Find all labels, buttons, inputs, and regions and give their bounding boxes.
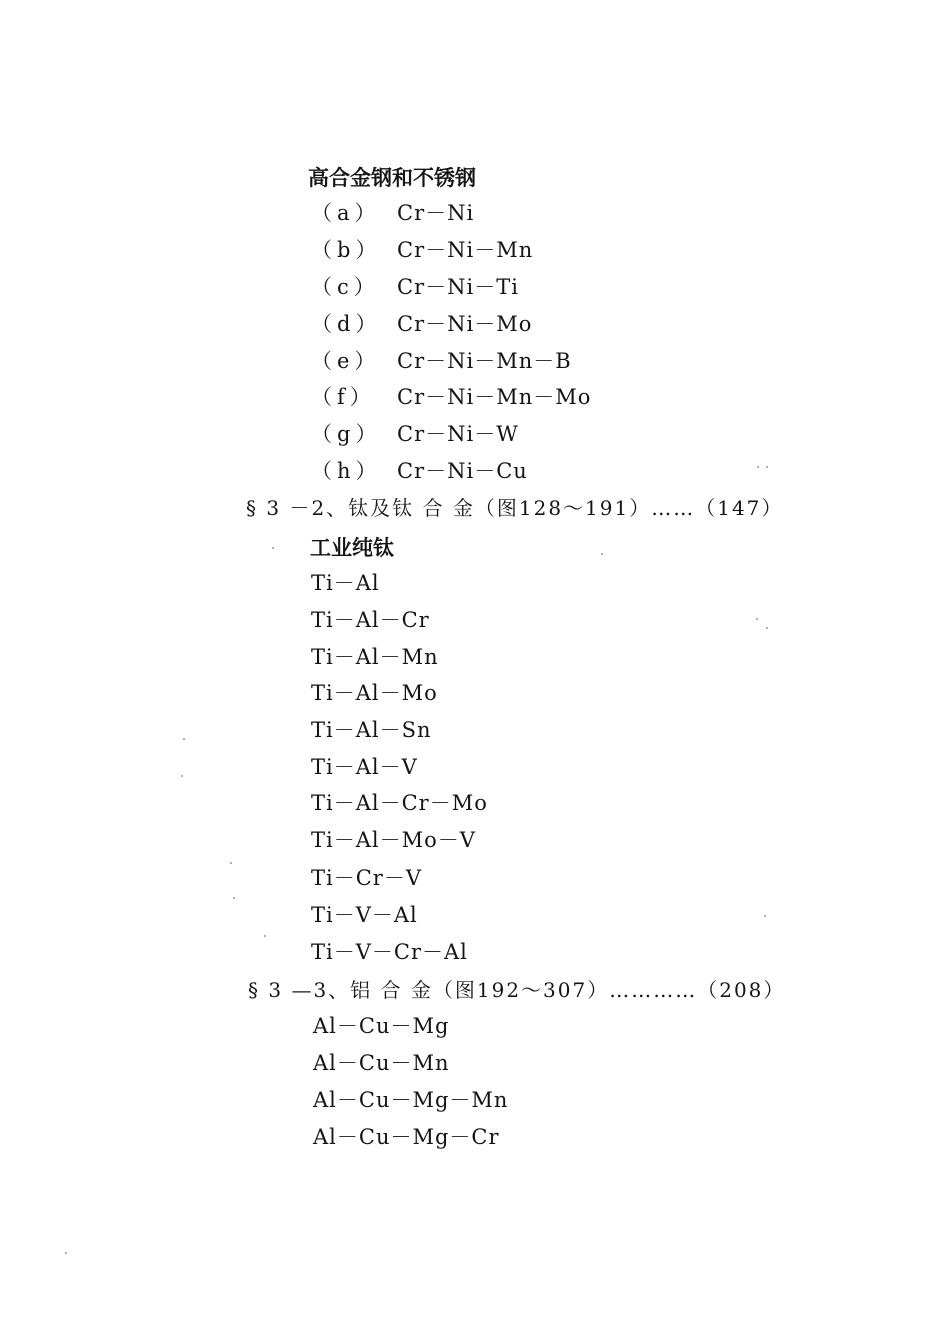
stainless-item-b: [311, 237, 533, 263]
titanium-item: Ti－Al: [311, 571, 380, 595]
titanium-item: Ti－V－Cr－Al: [311, 940, 468, 964]
item-label: （f）: [311, 385, 376, 409]
item-label: （c）: [311, 275, 380, 299]
scan-speck: [764, 915, 766, 917]
item-formula: Cr－Ni－Mn: [397, 238, 534, 262]
scan-speck: [766, 466, 768, 468]
stainless-item-f: [311, 384, 591, 410]
stainless-item-c: [311, 274, 519, 300]
scan-speck: [272, 547, 274, 549]
scan-speck: [183, 738, 185, 740]
stainless-item-e: [311, 348, 572, 374]
item-formula: Cr－Ni－Mn－Mo: [397, 385, 592, 409]
stainless-item-a: [311, 200, 474, 226]
scan-speck: [233, 897, 235, 899]
aluminum-item: Al－Cu－Mg－Cr: [313, 1125, 500, 1149]
scan-speck: [264, 935, 266, 937]
aluminum-item: Al－Cu－Mg－Mn: [313, 1088, 509, 1112]
item-formula: Cr－Ni－Mn－B: [397, 349, 572, 373]
section-3-2-subheading: 工业纯钛: [310, 535, 394, 560]
item-label: （g）: [311, 422, 382, 446]
titanium-item: Ti－Al－Mn: [311, 645, 439, 669]
stainless-item-g: [311, 421, 519, 447]
titanium-item: Ti－Al－Mo－V: [311, 828, 476, 852]
titanium-item: Ti－Al－V: [311, 755, 418, 779]
titanium-item: Ti－Al－Cr: [311, 608, 430, 632]
titanium-item: Ti－Al－Cr－Mo: [311, 791, 488, 815]
stainless-item-d: [311, 311, 532, 337]
item-label: （b）: [311, 238, 382, 262]
scan-speck: [230, 862, 232, 864]
stainless-heading: 高合金钢和不锈钢: [308, 165, 476, 190]
item-formula: Cr－Ni－Ti: [397, 275, 519, 299]
item-label: （h）: [311, 459, 382, 483]
titanium-item: Ti－V－Al: [311, 903, 418, 927]
item-formula: Cr－Ni: [397, 201, 475, 225]
scan-speck: [757, 466, 759, 468]
scan-speck: [181, 775, 183, 777]
scan-speck: [766, 627, 768, 629]
item-label: （a）: [311, 201, 381, 225]
scan-speck: [601, 553, 603, 555]
scan-speck: [65, 1252, 67, 1254]
aluminum-item: Al－Cu－Mn: [313, 1051, 450, 1075]
item-label: （e）: [311, 349, 381, 373]
scan-speck: [756, 618, 758, 620]
item-formula: Cr－Ni－Cu: [397, 459, 528, 483]
section-3-3-title: § 3 —3、铝 合 金（图192～307）…………（208）: [248, 978, 786, 1002]
titanium-item: Ti－Al－Mo: [311, 681, 438, 705]
item-formula: Cr－Ni－Mo: [397, 312, 533, 336]
stainless-item-h: [311, 458, 528, 484]
section-3-2-title: § 3 －2、钛及钛 合 金（图128～191）……（147）: [246, 496, 784, 520]
titanium-item: Ti－Al－Sn: [311, 718, 432, 742]
titanium-item: Ti－Cr－V: [311, 866, 422, 890]
aluminum-item: Al－Cu－Mg: [313, 1014, 450, 1038]
item-formula: Cr－Ni－W: [397, 422, 519, 446]
item-label: （d）: [311, 312, 382, 336]
